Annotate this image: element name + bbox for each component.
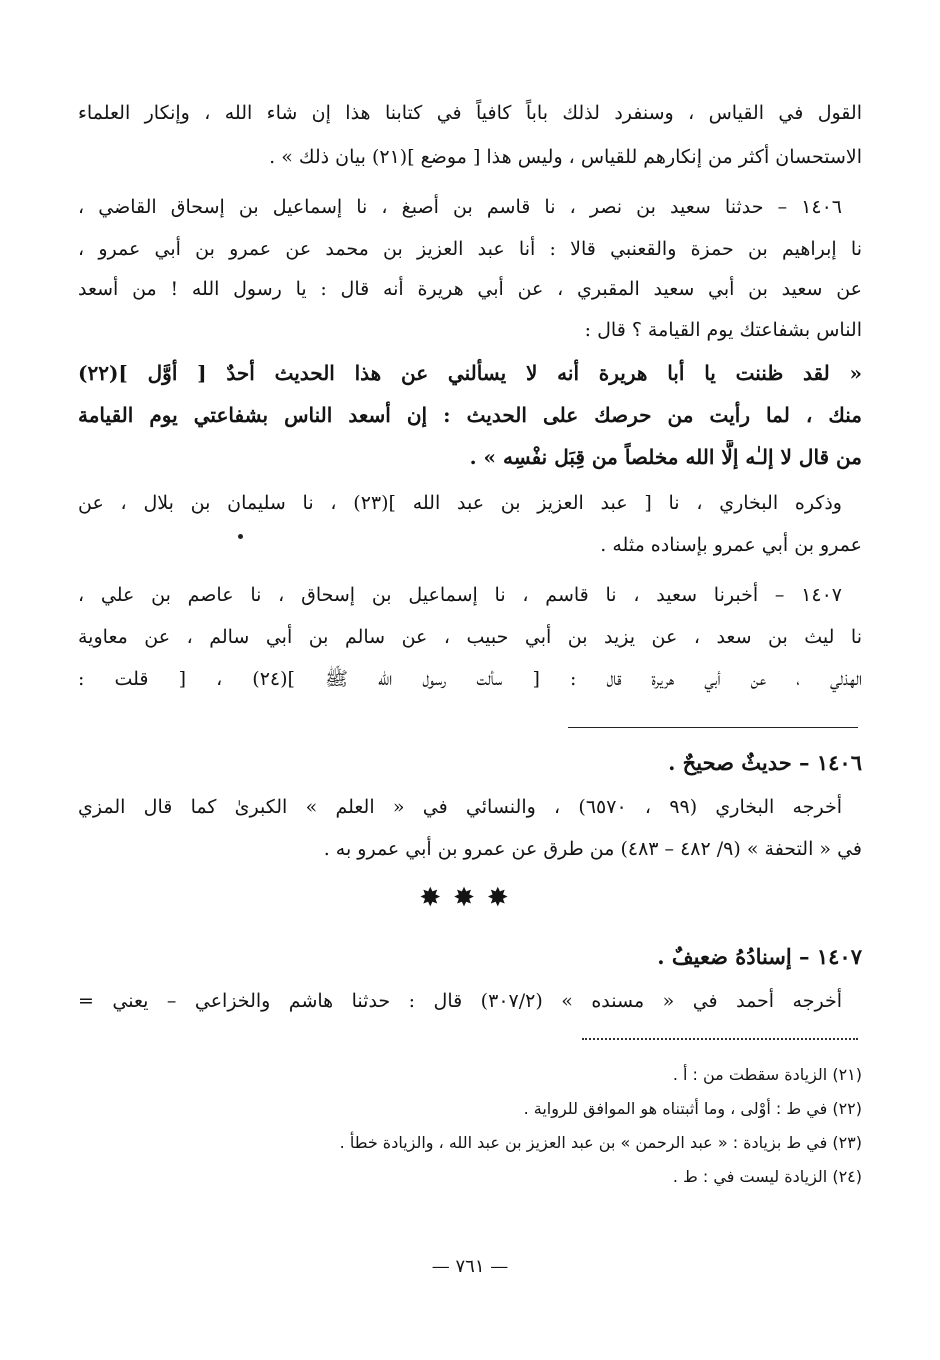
star-separator: ✸✸✸ — [419, 883, 521, 913]
ink-dot — [238, 534, 243, 539]
takhrij-1406-heading: ١٤٠٦ – حديثٌ صحيحٌ . — [668, 750, 862, 775]
section-divider — [568, 727, 858, 728]
footnote-21: (٢١) الزيادة سقطت من : أ . — [672, 1065, 862, 1084]
takhrij-1407-line: أخرجه أحمد في « مسنده » (٣٠٧/٢) قال : حدثنا هاشم والخزاعي – يعني = — [78, 990, 842, 1012]
hadith-matn-line: « لقد ظننت يا أبا هريرة أنه لا يسألني عن هذا الحديث أحدٌ [ أوَّل ](٢٢) — [78, 361, 862, 385]
hadith-matn-line: من قال لا إلـٰه إلَّا الله مخلصاً من قِبَل نفْسِه » . — [469, 445, 862, 469]
footnote-divider — [582, 1038, 858, 1040]
text-line: وذكره البخاري ، نا [ عبد العزيز بن عبد الله ](٢٣) ، نا سليمان بن بلال ، عن — [78, 492, 842, 514]
takhrij-1407-heading: ١٤٠٧ – إسنادُهُ ضعيفٌ . — [657, 944, 862, 969]
hadith-1407-line: ١٤٠٧ – أخبرنا سعيد ، نا قاسم ، نا إسماعيل بن إسحاق ، نا عاصم بن علي ، — [78, 584, 842, 606]
text-line: القول في القياس ، وسنفرد لذلك باباً كافياً في كتابنا هذا إن شاء الله ، وإنكار العلماء — [78, 102, 862, 124]
footnote-23: (٢٣) في ط بزيادة : « عبد الرحمن » بن عبد العزيز بن عبد الله ، والزيادة خطأ . — [339, 1133, 862, 1152]
text-line: الاستحسان أكثر من إنكارهم للقياس ، وليس هذا [ موضع ](٢١) بيان ذلك » . — [269, 146, 862, 168]
text-line: نا إبراهيم بن حمزة والقعنبي قالا : أنا عبد العزيز بن محمد عن عمرو بن أبي عمرو ، — [78, 238, 862, 260]
hadith-1406-line: ١٤٠٦ – حدثنا سعيد بن نصر ، نا قاسم بن أصبغ ، نا إسماعيل بن إسحاق القاضي ، — [78, 196, 842, 218]
text-line: نا ليث بن سعد ، عن يزيد بن أبي حبيب ، عن سالم بن أبي سالم ، عن معاوية — [78, 626, 862, 648]
text-line: عن سعيد بن أبي سعيد المقبري ، عن أبي هريرة أنه قال : يا رسول الله ! من أسعد — [78, 278, 862, 300]
text-line: عمرو بن أبي عمرو بإسناده مثله . — [600, 534, 862, 556]
footnote-24: (٢٤) الزيادة ليست في : ط . — [672, 1167, 862, 1186]
takhrij-1406-line: في « التحفة » (٩/ ٤٨٢ – ٤٨٣) من طرق عن عمرو بن أبي عمرو به . — [323, 838, 862, 860]
page-number: — ٧٦١ — — [431, 1256, 509, 1277]
text-line: الهذلي ، عن أبي هريرة قال : [ سألت رسول الله ﷺ ](٢٤) ، [ قلت : — [78, 668, 862, 690]
hadith-matn-line: منك ، لما رأيت من حرصك على الحديث : إن أسعد الناس بشفاعتي يوم القيامة — [78, 403, 862, 427]
takhrij-1406-line: أخرجه البخاري (٩٩ ، ٦٥٧٠) ، والنسائي في « العلم » الكبرىٰ كما قال المزي — [78, 796, 842, 818]
text-line: الناس بشفاعتك يوم القيامة ؟ قال : — [584, 319, 862, 341]
footnote-22: (٢٢) في ط : أوْلى ، وما أثبتناه هو الموافق للرواية . — [523, 1099, 862, 1118]
